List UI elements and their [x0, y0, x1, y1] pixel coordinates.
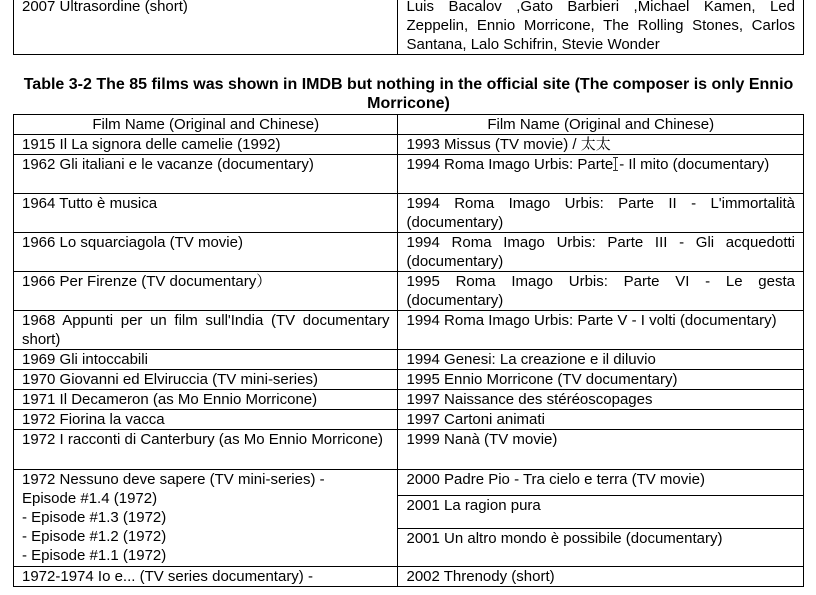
cell-text: - Il mito (documentary) [619, 156, 770, 173]
table-cell: 2000 Padre Pio - Tra cielo e terra (TV movie) [398, 470, 804, 496]
table-row [14, 0, 804, 55]
table-row [14, 194, 804, 233]
table-cell: 1972-1974 Io e... (TV series documentary) - [14, 567, 398, 587]
table-row [14, 567, 804, 587]
table-row [14, 135, 804, 155]
table-cell: 1962 Gli italiani e le vacanze (documentary) [14, 155, 398, 194]
cell-line: - Episode #1.1 (1972) [22, 547, 167, 564]
table-cell: 1997 Cartoni animati [398, 410, 804, 430]
table-cell: 1970 Giovanni ed Elviruccia (TV mini-series) [14, 370, 398, 390]
table-cell: 1915 Il La signora delle camelie (1992) [14, 135, 398, 155]
table-cell: 1995 Ennio Morricone (TV documentary) [398, 370, 804, 390]
cell-line: 1972 Nessuno deve sapere (TV mini-series) - [22, 471, 325, 488]
table-cell: 1966 Lo squarciagola (TV movie) [14, 233, 398, 272]
column-header-left: Film Name (Original and Chinese) [14, 115, 398, 135]
table-row [14, 390, 804, 410]
table-cell: 1968 Appunti per un film sull'India (TV documentary short) [14, 311, 398, 350]
table-cell: 1964 Tutto è musica [14, 194, 398, 233]
table-row [14, 272, 804, 311]
table-cell: 1994 Roma Imago Urbis: Parte V - I volti (documentary) [398, 311, 804, 350]
table-cell: 1995 Roma Imago Urbis: Parte VI - Le gesta (documentary) [398, 272, 804, 311]
table-cell: Luis Bacalov ,Gato Barbieri ,Michael Kamen, Led Zeppelin, Ennio Morricone, The Rolling Stones, Carlos Santana, Lalo Schifrin, Stevie Wonder [398, 0, 804, 55]
table-row [14, 350, 804, 370]
table-cell: 1997 Naissance des stéréoscopages [398, 390, 804, 410]
table-cell: 1972 Fiorina la vacca [14, 410, 398, 430]
table-cell [14, 470, 398, 567]
table-cell: 2002 Threnody (short) [398, 567, 804, 587]
table-row [14, 370, 804, 390]
table-cell: 2007 Ultrasordine (short) [14, 0, 398, 55]
table-cell: 1994 Genesi: La creazione e il diluvio [398, 350, 804, 370]
table-cell: 1972 I racconti di Canterbury (as Mo Ennio Morricone) [14, 430, 398, 470]
previous-table [13, 0, 804, 55]
table-cell: 2001 La ragion pura [398, 496, 804, 529]
table-cell: 1993 Missus (TV movie) / 太太 [398, 135, 804, 155]
cell-line: - Episode #1.2 (1972) [22, 528, 167, 545]
table-row [14, 410, 804, 430]
text-cursor-icon [615, 157, 617, 171]
films-table [13, 114, 804, 587]
cell-line: - Episode #1.3 (1972) [22, 509, 167, 526]
table-header-row [14, 115, 804, 135]
table-cell: 1994 Roma Imago Urbis: Parte III - Gli acquedotti (documentary) [398, 233, 804, 272]
table-row [14, 430, 804, 470]
column-header-right: Film Name (Original and Chinese) [398, 115, 804, 135]
table-row [14, 155, 804, 194]
table-cell: 2001 Un altro mondo è possibile (documentary) [398, 529, 804, 567]
table-cell: 1969 Gli intoccabili [14, 350, 398, 370]
table-cell: 1966 Per Firenze (TV documentary） [14, 272, 398, 311]
table-caption: Table 3-2 The 85 films was shown in IMDB but nothing in the official site (The composer is only Ennio Morricone) [23, 76, 794, 112]
table-cell [398, 155, 804, 194]
cell-text: 1994 Roma Imago Urbis: Parte [406, 156, 614, 173]
table-row [14, 233, 804, 272]
table-cell: 1971 Il Decameron (as Mo Ennio Morricone) [14, 390, 398, 410]
table-row [14, 311, 804, 350]
table-cell: 1994 Roma Imago Urbis: Parte II - L'immortalità (documentary) [398, 194, 804, 233]
table-cell: 1999 Nanà (TV movie) [398, 430, 804, 470]
table-row [14, 470, 804, 496]
cell-line: Episode #1.4 (1972) [22, 490, 158, 507]
